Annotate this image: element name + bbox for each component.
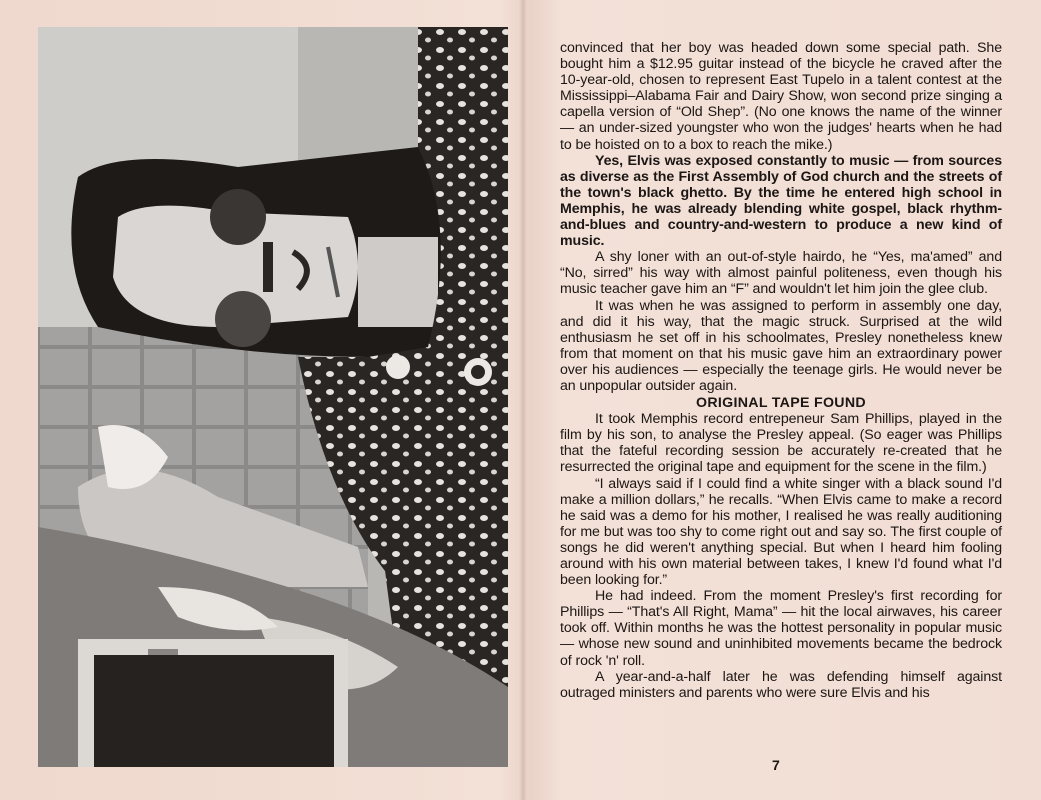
- elvis-photo: [38, 27, 508, 767]
- paragraph: It was when he was assigned to perform in assembly one day, and did it his way, that the magic struck. Surprised at the wild enthusiasm he set off in his schoolmates, Presley nonetheless knew from that moment on that his music gave him an extraordinary power over his audiences — especially the teenage girls. He would never be an unpopular outsider again.: [560, 297, 1002, 394]
- page-number: 7: [772, 757, 780, 773]
- paragraph: “I always said if I could find a white singer with a black sound I'd make a million dollars,” he recalls. “When Elvis came to make a record he said was a demo for his mother, I realised he was really auditioning for me but was too shy to come right out and say so. The first couple of songs he did weren't anything special. But when I heard him fooling around with his own material between takes, I knew I'd found what I'd been looking for.”: [560, 475, 1002, 589]
- article-text: [560, 40, 1002, 701]
- paragraph: It took Memphis record entrepeneur Sam Phillips, played in the film by his son, to analyse the Presley appeal. (So eager was Phillips that the fateful recording session be accurately re-created that he resurrected the original tape and equipment for the scene in the film.): [560, 411, 1002, 476]
- page-gutter: [519, 0, 527, 800]
- paragraph: A shy loner with an out-of-style hairdo, he “Yes, ma'amed” and “No, sirred” his way with almost painful politeness, even though his music teacher gave him an “F” and wouldn't let him join the glee club.: [560, 249, 1002, 298]
- paragraph: A year-and-a-half later he was defending himself against outraged ministers and parents who were sure Elvis and his: [560, 668, 1002, 701]
- paragraph: He had indeed. From the moment Presley's first recording for Phillips — “That's All Right, Mama” — hit the local airwaves, his career took off. Within months he was the hottest personality in popular music — whose new sound and uninhibited movements became the bedrock of rock 'n' roll.: [560, 588, 1002, 669]
- paragraph: Yes, Elvis was exposed constantly to music — from sources as diverse as the First Assembly of God church and the streets of the town's black ghetto. By the time he entered high school in Memphis, he was already blending white gospel, black rhythm-and-blues and country-and-western to produce a new kind of music.: [560, 152, 1002, 250]
- paragraph: convinced that her boy was headed down some special path. She bought him a $12.95 guitar instead of the bicycle he craved after the 10-year-old, chosen to represent East Tupelo in a talent contest at the Mississippi–Alabama Fair and Dairy Show, won second prize singing a capella version of “Old Shep”. (No one knows the name of the winner — an under-sized youngster who won the judges' hearts when he had to be hoisted on to a box to reach the mike.): [560, 40, 1002, 153]
- section-heading: ORIGINAL TAPE FOUND: [696, 395, 866, 412]
